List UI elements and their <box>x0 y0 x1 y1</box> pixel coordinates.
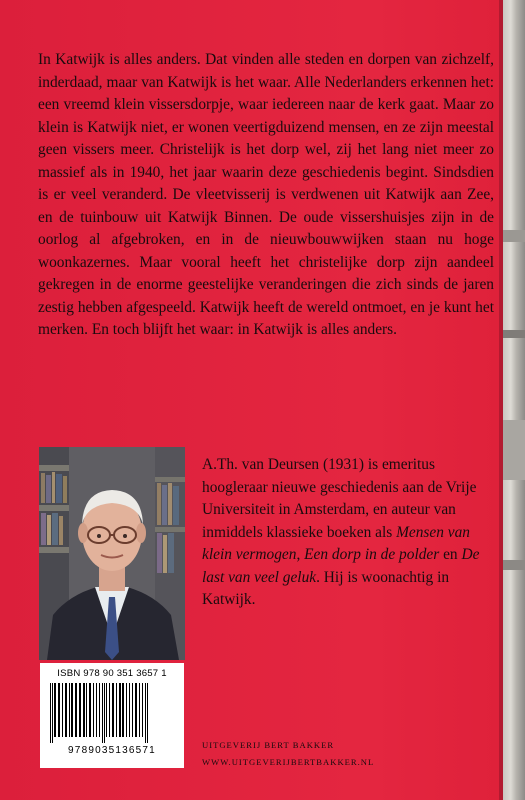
barcode-bar <box>75 683 77 737</box>
barcode-bar <box>71 683 73 737</box>
author-bio <box>202 454 502 612</box>
edge-band <box>503 420 525 480</box>
publisher-website[interactable]: WWW.UITGEVERIJBERTBAKKER.NL <box>202 757 375 767</box>
barcode-digits: 9789035136571 <box>68 745 156 756</box>
edge-band <box>503 560 525 570</box>
barcode-bar <box>132 683 133 737</box>
barcode-bar <box>62 683 63 737</box>
barcode-bar <box>112 683 114 737</box>
barcode-bar <box>65 683 67 737</box>
author-photo <box>39 447 185 660</box>
barcode-bars <box>48 683 176 743</box>
barcode-bar <box>122 683 124 737</box>
isbn-label: ISBN 978 90 351 3657 1 <box>57 668 167 679</box>
barcode-bar <box>116 683 117 737</box>
barcode-bar <box>106 683 107 737</box>
barcode-bar <box>86 683 87 737</box>
bio-intro: A.Th. van Deursen (1931) is emeritus hoogleraar nieuwe geschiedenis aan de Vrije Universiteit in Amsterdam, en auteur van inmiddels klassieke boeken als <box>202 456 477 541</box>
barcode-bar <box>139 683 140 737</box>
barcode-bar <box>126 683 127 737</box>
book-title: Mensen van klein vermogen <box>202 523 470 563</box>
barcode-bar <box>58 683 60 737</box>
barcode-bar <box>147 683 148 743</box>
bio-separator: en <box>439 546 462 563</box>
barcode-bar <box>54 683 56 737</box>
barcode-bar <box>50 683 51 743</box>
barcode-bar <box>145 683 146 743</box>
barcode-bar <box>102 683 103 743</box>
barcode-bar <box>104 683 105 743</box>
publisher-name: UITGEVERIJ BERT BAKKER <box>202 740 335 750</box>
page-edge-strip <box>503 0 525 800</box>
barcode-bar <box>109 683 110 737</box>
author-portrait-image <box>39 447 185 660</box>
barcode-bar <box>99 683 100 737</box>
barcode-bar <box>129 683 130 737</box>
book-title: Een dorp in de polder <box>304 546 440 563</box>
barcode-bar <box>69 683 70 737</box>
book-title: De last van veel geluk <box>202 546 480 586</box>
isbn-barcode <box>40 663 184 768</box>
edge-band <box>503 330 525 338</box>
barcode-bar <box>142 683 143 737</box>
barcode-bar <box>79 683 81 737</box>
barcode-bar <box>89 683 91 737</box>
barcode-bar <box>93 683 94 737</box>
blurb-text: In Katwijk is alles anders. Dat vinden alle steden en dorpen van zichzelf, inderdaad, maar van Katwijk is het waar. Alle Nederlanders erkennen het: een vreemd klein vissersdorpje, waar iedereen naar de kerk gaat. Maar zo klein is Katwijk niet, er wonen veertigduizend mensen, en ze zijn meestal geen vissers meer. Christelijk is het dorp wel, zij het lang niet meer zo massief als in 1940, het jaar waarin deze geschiedenis begint. Sindsdien is er veel veranderd. De vleetvisserij is verdwenen uit Katwijk aan Zee, en de tuinbouw uit Katwijk Binnen. De oude vissershuisjes zijn in de oorlog al afgebroken, en in de nieuwbouwwijken staan nu hoge woonkazernes. Maar vooral heeft het christelijke dorp zijn aandeel gekregen in de enorme geestelijke veranderingen die zich sinds de jaren zestig hebben afgespeeld. Katwijk heeft de wereld ontmoet, en je kunt het merken. En toch blijft het waar: in Katwijk is alles anders. <box>38 51 494 338</box>
barcode-bar <box>52 683 53 743</box>
barcode-bar <box>119 683 121 737</box>
barcode-bar <box>83 683 85 737</box>
bio-separator: , <box>296 546 305 563</box>
barcode-bar <box>96 683 97 737</box>
edge-band <box>503 230 525 242</box>
bio-outro: . Hij is woonachtig in Katwijk. <box>202 568 450 608</box>
barcode-bar <box>135 683 137 737</box>
